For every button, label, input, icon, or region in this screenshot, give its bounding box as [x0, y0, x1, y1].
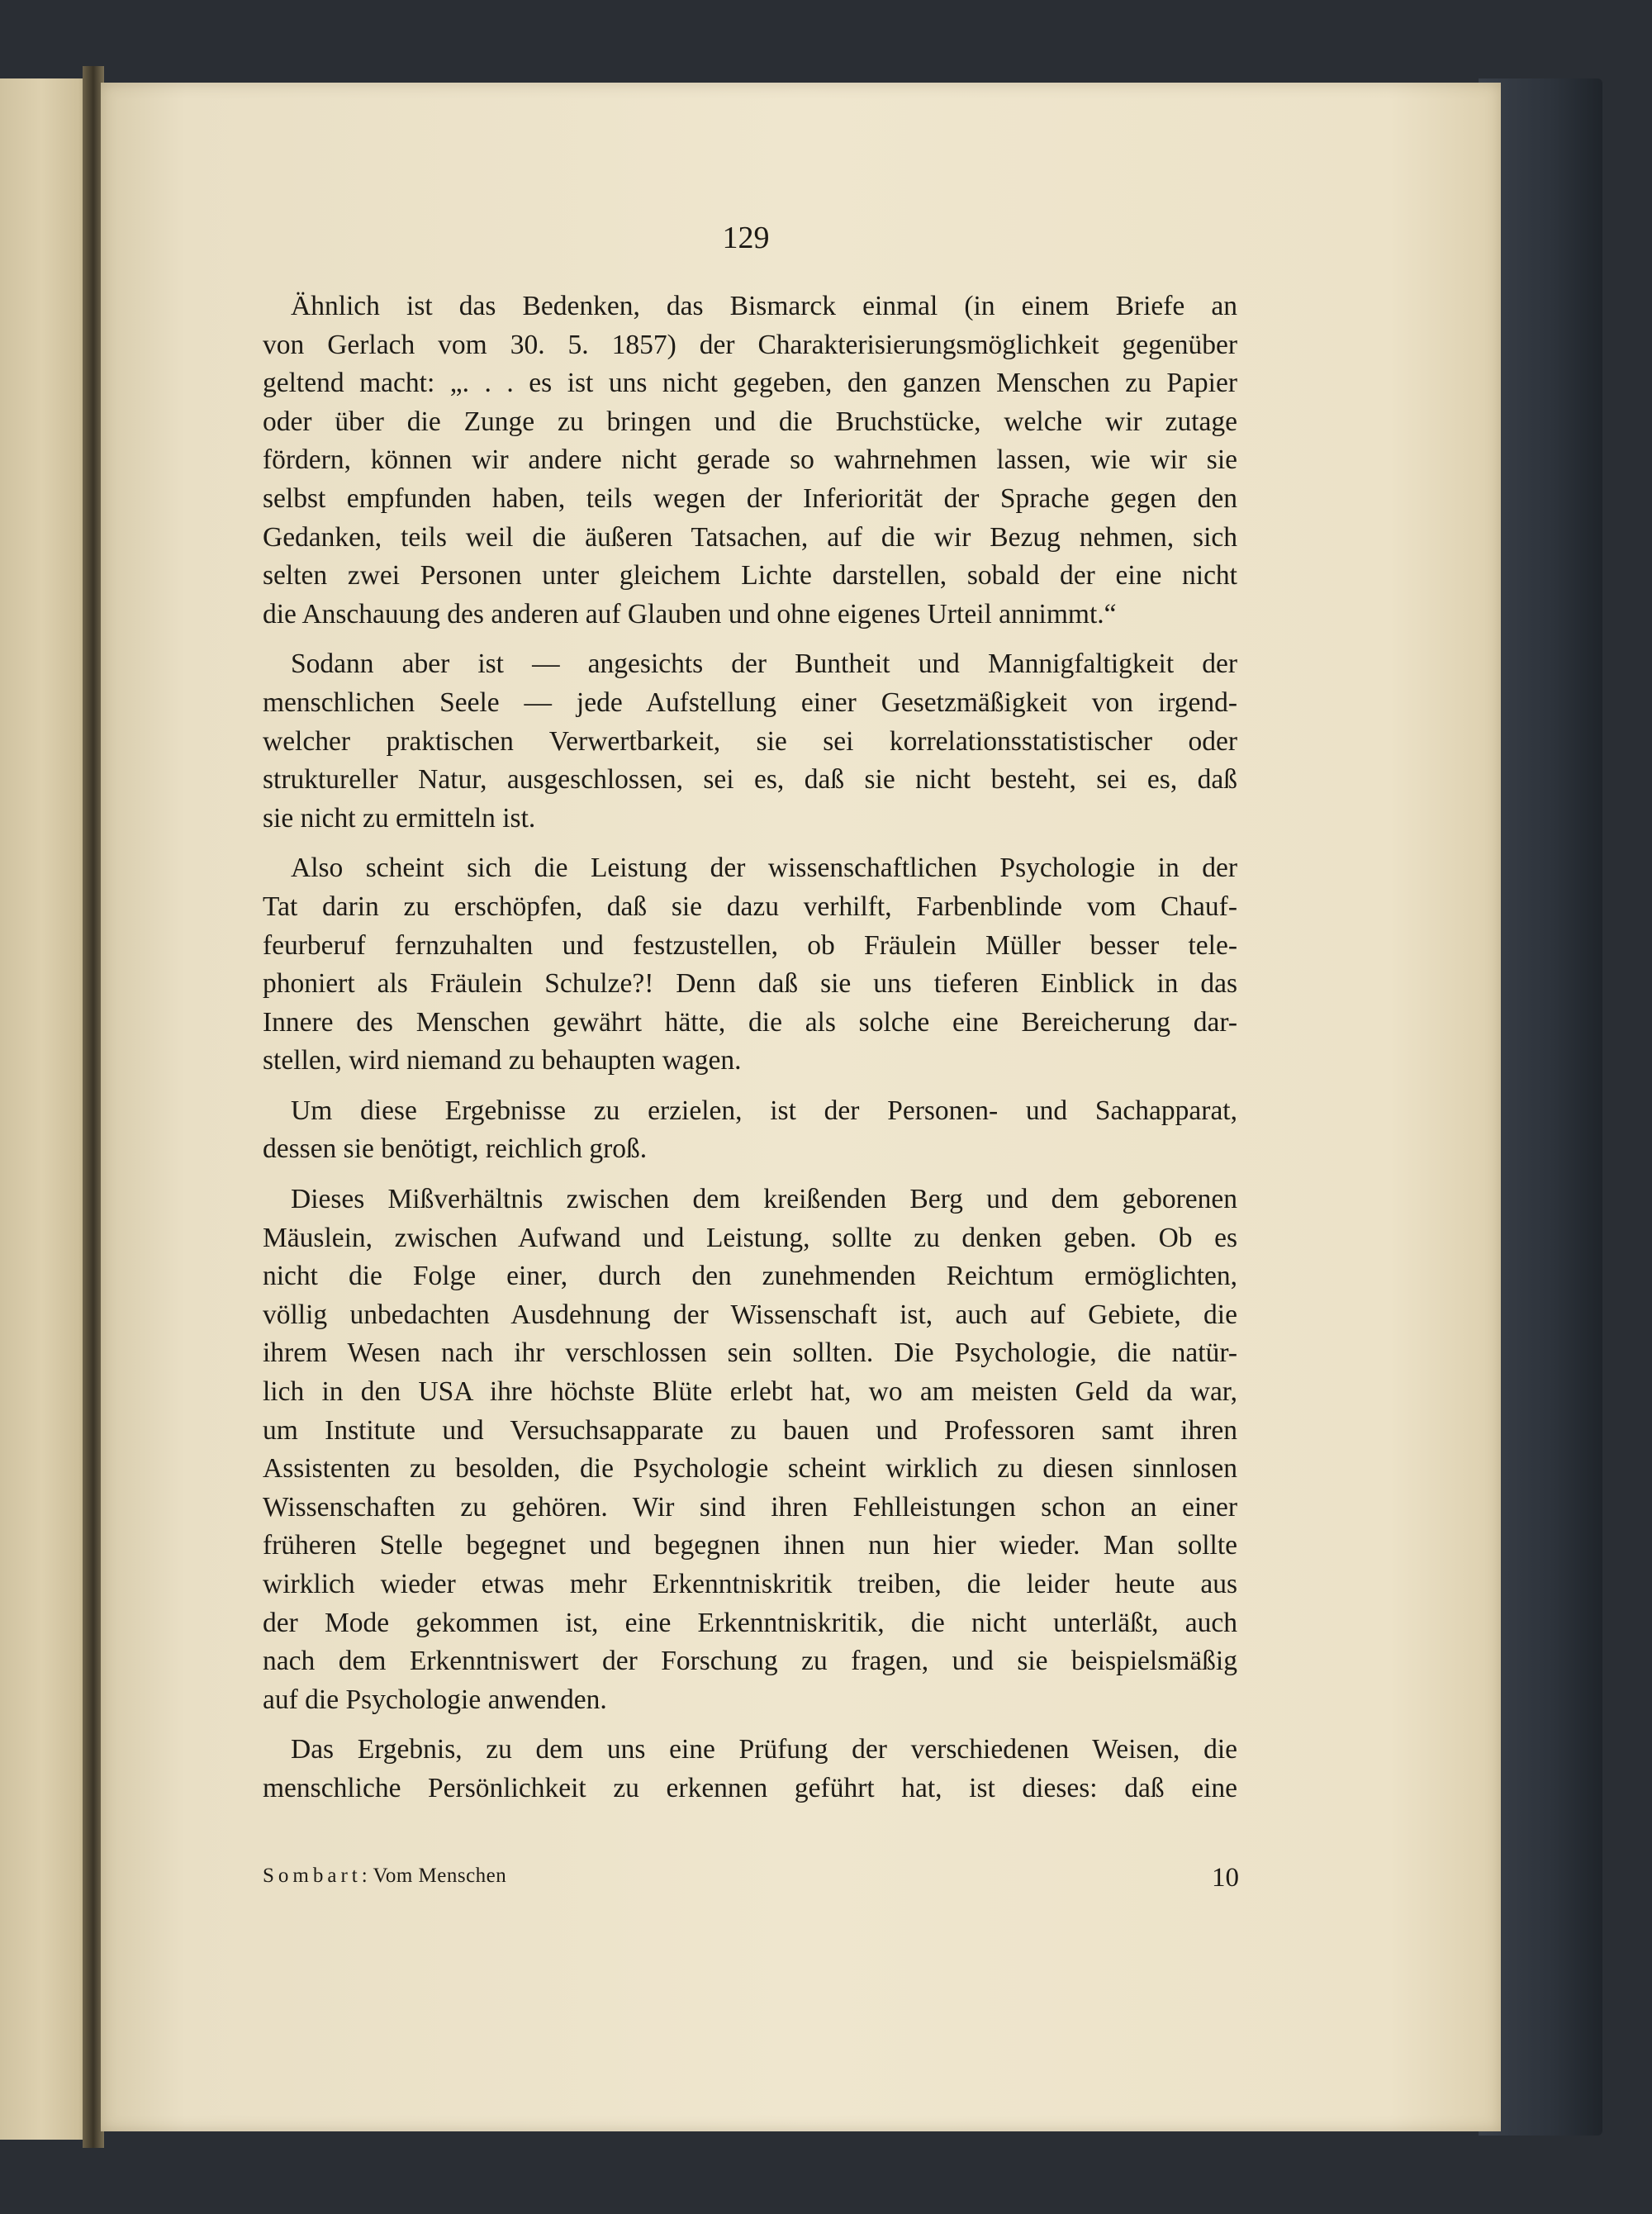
text-line: Dieses Mißverhältnis zwischen dem kreißenden Berg und dem geborenen [291, 1184, 1237, 1215]
text-line: fördern, können wir andere nicht gerade so wahrnehmen lassen, wie wir sie [263, 444, 1237, 476]
text-line: Das Ergebnis, zu dem uns eine Prüfung der verschiedenen Weisen, die [291, 1734, 1237, 1765]
text-line: selten zwei Personen unter gleichem Lichte darstellen, sobald der eine nicht [263, 560, 1237, 592]
text-line: die Anschauung des anderen auf Glauben und ohne eigenes Urteil annimmt.“ [263, 598, 1117, 630]
text-line: ihrem Wesen nach ihr verschlossen sein sollten. Die Psychologie, die natür- [263, 1337, 1237, 1369]
text-line: völlig unbedachten Ausdehnung der Wissenschaft ist, auch auf Gebiete, die [263, 1299, 1237, 1330]
text-line: Ähnlich ist das Bedenken, das Bismarck einmal (in einem Briefe an [291, 291, 1237, 321]
text-line: Tat darin zu erschöpfen, daß sie dazu verhilft, Farbenblinde vom Chauf- [263, 891, 1237, 922]
text-line: auf die Psychologie anwenden. [263, 1684, 607, 1715]
text-line: um Institute und Versuchsapparate zu bauen und Professoren samt ihren [263, 1414, 1237, 1446]
footer-separator: : [361, 1865, 368, 1887]
text-line: Mäuslein, zwischen Aufwand und Leistung, sollte zu denken geben. Ob es [263, 1222, 1237, 1253]
body-text [263, 287, 1237, 1820]
text-line: stellen, wird niemand zu behaupten wagen. [263, 1045, 742, 1076]
footer-sheet-number: 10 [1212, 1863, 1239, 1893]
paragraph-2 [263, 645, 1237, 838]
text-line: Wissenschaften zu gehören. Wir sind ihren Fehlleistungen schon an einer [263, 1491, 1237, 1523]
footer-signature [263, 1865, 506, 1888]
text-line: der Mode gekommen ist, eine Erkenntniskritik, die nicht unterläßt, auch [263, 1607, 1237, 1638]
paragraph-1 [263, 287, 1237, 634]
text-line: geltend macht: „. . . es ist uns nicht gegeben, den ganzen Menschen zu Papier [263, 368, 1237, 399]
text-line: nicht die Folge einer, durch den zunehmenden Reichtum ermöglichten, [263, 1261, 1237, 1292]
text-line: Also scheint sich die Leistung der wissenschaftlichen Psychologie in der [291, 853, 1237, 884]
text-line: oder über die Zunge zu bringen und die Bruchstücke, welche wir zutage [263, 406, 1237, 437]
page-number: 129 [722, 221, 770, 255]
text-line: selbst empfunden haben, teils wegen der Inferiorität der Sprache gegen den [263, 482, 1237, 514]
text-line: früheren Stelle begegnet und begegnen ihnen nun hier wieder. Man sollte [263, 1530, 1237, 1561]
text-line: von Gerlach vom 30. 5. 1857) der Charakterisierungsmöglichkeit gegenüber [263, 329, 1237, 360]
text-line: sie nicht zu ermitteln ist. [263, 802, 536, 834]
paragraph-5 [263, 1181, 1237, 1719]
text-line: Innere des Menschen gewährt hätte, die als solche eine Bereicherung dar- [263, 1006, 1237, 1038]
text-line: Assistenten zu besolden, die Psychologie scheint wirklich zu diesen sinnlosen [263, 1453, 1237, 1485]
paragraph-3 [263, 849, 1237, 1081]
footer-title: Vom Menschen [373, 1865, 507, 1887]
footer-author: Sombart [263, 1865, 362, 1887]
text-line: wirklich wieder etwas mehr Erkenntniskritik treiben, die leider heute aus [263, 1569, 1237, 1599]
text-line: menschliche Persönlichkeit zu erkennen geführt hat, ist dieses: daß eine [263, 1772, 1237, 1803]
left-page-edge [0, 78, 93, 2140]
paragraph-6 [263, 1731, 1237, 1808]
text-line: welcher praktischen Verwertbarkeit, sie sei korrelationsstatistischer oder [263, 725, 1237, 757]
paragraph-4 [263, 1092, 1237, 1169]
text-line: lich in den USA ihre höchste Blüte erlebt hat, wo am meisten Geld da war, [263, 1376, 1237, 1408]
text-line: dessen sie benötigt, reichlich groß. [263, 1133, 648, 1165]
text-line: Sodann aber ist — angesichts der Buntheit und Mannigfaltigkeit der [291, 649, 1237, 680]
text-line: feurberuf fernzuhalten und festzustellen, ob Fräulein Müller besser tele- [263, 929, 1237, 961]
text-line: phoniert als Fräulein Schulze?! Denn daß sie uns tieferen Einblick in das [263, 968, 1237, 1000]
text-line: nach dem Erkenntniswert der Forschung zu fragen, und sie beispielsmäßig [263, 1646, 1237, 1677]
text-line: struktureller Natur, ausgeschlossen, sei es, daß sie nicht besteht, sei es, daß [263, 764, 1237, 796]
text-line: Um diese Ergebnisse zu erzielen, ist der Personen- und Sachapparat, [291, 1095, 1237, 1126]
text-line: menschlichen Seele — jede Aufstellung einer Gesetzmäßigkeit von irgend- [263, 687, 1237, 718]
text-line: Gedanken, teils weil die äußeren Tatsachen, auf die wir Bezug nehmen, sich [263, 521, 1237, 553]
